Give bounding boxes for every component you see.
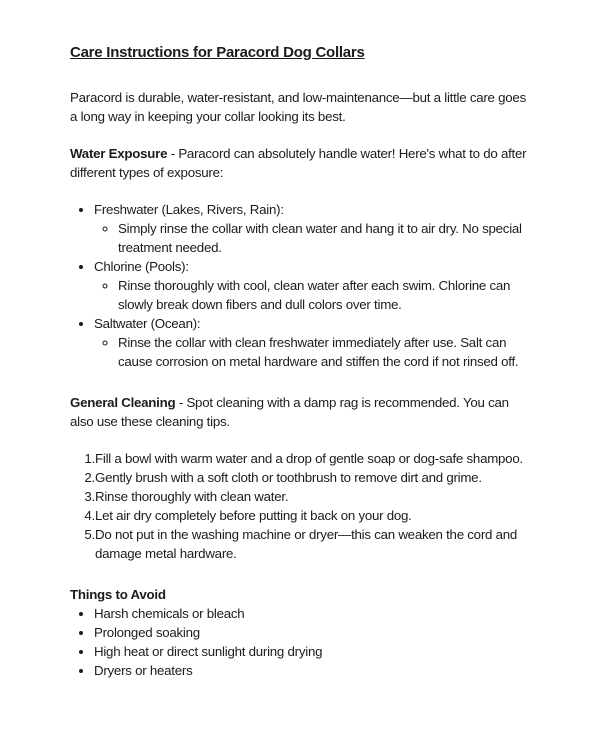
water-exposure-list: [70, 200, 530, 371]
chlorine-sub-list: [94, 276, 530, 314]
document-title: Care Instructions for Paracord Dog Collars: [70, 44, 365, 61]
list-item-saltwater: [94, 314, 530, 371]
step-item: Rinse thoroughly with clean water.: [95, 489, 289, 504]
avoid-item: • High heat or direct sunlight during drying: [94, 642, 530, 661]
water-exposure-text: - Paracord can absolutely handle water! Here's what to do after different types of exposure:: [70, 146, 527, 180]
water-exposure-heading: Water Exposure: [70, 146, 168, 161]
cleaning-steps-list: [70, 449, 530, 563]
avoid-item: • Dryers or heaters: [94, 661, 530, 680]
step-item: Let air dry completely before putting it back on your dog.: [95, 508, 412, 523]
list-item-term: Saltwater (Ocean):: [94, 316, 201, 331]
step-item: Do not put in the washing machine or dryer—this can weaken the cord and damage metal hardware.: [95, 527, 518, 561]
freshwater-sub-list: [94, 219, 530, 257]
general-cleaning-heading: General Cleaning: [70, 395, 176, 410]
water-exposure-paragraph: [70, 144, 530, 182]
step-item: Gently brush with a soft cloth or toothbrush to remove dirt and grime.: [95, 470, 482, 485]
intro-paragraph: Paracord is durable, water-resistant, and low-maintenance—but a little care goes a long way in keeping your collar looking its best.: [70, 90, 526, 124]
saltwater-sub-list: [94, 333, 530, 371]
list-item-detail: ◦ Rinse the collar with clean freshwater immediately after use. Salt can cause corrosion on metal hardware and stiffen the cord if not rinsed off.: [118, 333, 530, 371]
things-to-avoid-heading: Things to Avoid: [70, 587, 166, 602]
list-item-detail: ◦ Rinse thoroughly with cool, clean water after each swim. Chlorine can slowly break down fibers and dull colors over time.: [118, 276, 530, 314]
step-item: Fill a bowl with warm water and a drop of gentle soap or dog-safe shampoo.: [95, 451, 523, 466]
general-cleaning-paragraph: [70, 393, 530, 431]
list-item-term: Chlorine (Pools):: [94, 259, 189, 274]
general-cleaning-text: - Spot cleaning with a damp rag is recommended. You can also use these cleaning tips.: [70, 395, 509, 429]
list-item-chlorine: [94, 257, 530, 314]
list-item-freshwater: [94, 200, 530, 257]
things-to-avoid-list: [70, 604, 530, 680]
list-item-term: Freshwater (Lakes, Rivers, Rain):: [94, 202, 284, 217]
list-item-detail: ◦ Simply rinse the collar with clean water and hang it to air dry. No special treatment needed.: [118, 219, 530, 257]
avoid-item: • Prolonged soaking: [94, 623, 530, 642]
avoid-item: • Harsh chemicals or bleach: [94, 604, 530, 623]
